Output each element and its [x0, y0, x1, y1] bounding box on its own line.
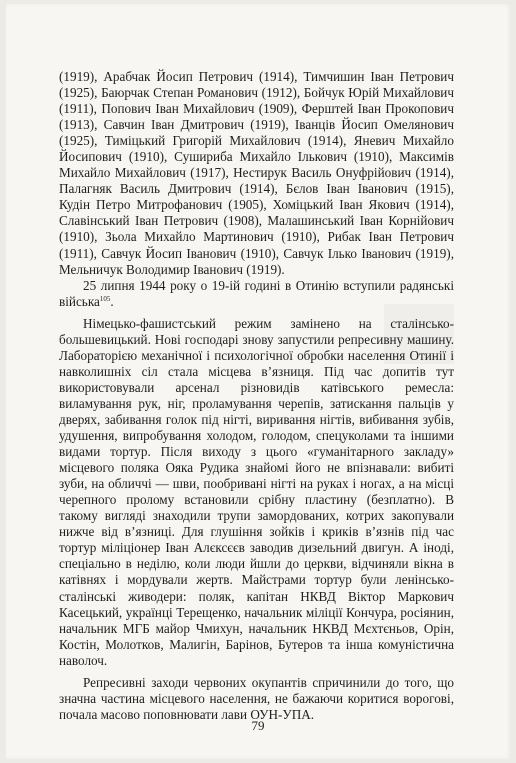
- paragraph-repressive-regime: Німецько-фашистський режим замінено на сталінсько-большевицький. Нові господарі знову запустили репресивну машину. Лабораторією механічної і психологічної обробки населення Отинії і навколишніх сіл стала місцева в’язниця. Під час допитів тут використовували арсенал різновидів катівського ремесла: виламування рук, ніг, проламування черепів, затискання пальців у дверях, забивання голок під нігті, виривання нігтів, вибивання зубів, удушення, випробування холодом, голодом, спецуколами та іншими видами тортур. Після виходу з цього «гуманітарного закладу» місцевого поляка Ояка Рудика знайомі його не впізнавали: вибиті зуби, на обличчі — шви, пообривані нігті на руках і ногах, а на місці черепного пролому встановили срібну пластину (безплатно). В такому вигляді знаходили трупи замордованих, котрих закопували нижче від в’язниці. Для глушіння зойків і криків в’язнів під час тортур міліціонер Іван Алєксєєв заводив дизельний двигун. А іноді, спеціально в неділю, коли люди йшли до церкви, відчиняли вікна в катівнях і мордували жертв. Майстрами тортур були ленінсько-сталінські живодери: поляк, капітан НКВД Віктор Маркович Касецький, українці Терещенко, начальник міліції Кончура, росіянин, начальник МГБ майор Чмихун, начальник НКВД Мєхтєньов, Орін, Костін, Молотков, Малигін, Барінов, Бутеров та інша комуністична наволоч.: [59, 315, 454, 668]
- paragraph-name-list: (1919), Арабчак Йосип Петрович (1914), Тимчишин Іван Петрович (1925), Баюрчак Степан Романович (1912), Бойчук Юрій Михайлович (1911), Попович Іван Михайлович (1909), Ферштей Іван Прокопович (1913), Савчин Іван Дмитрович (1919), Іванців Йосип Омелянович (1925), Тиміцький Григорій Михайлович (1914), Яневич Михайло Йосипович (1910), Сушириба Михайло Ількович (1910), Максимів Михайло Михайлович (1917), Нестирук Василь Онуфрійович (1914), Палагняк Василь Дмитрович (1914), Бєлов Іван Іванович (1915), Кудін Петро Митрофанович (1905), Хоміцький Іван Якович (1914), Славінський Іван Петрович (1908), Малашинський Іван Корнійович (1910), Зьола Михайло Мартинович (1910), Рибак Іван Петрович (1911), Савчук Йосип Іванович (1910), Савчук Ілько Іванович (1919), Мельничук Володимир Іванович (1919).: [59, 69, 454, 277]
- paragraph-soviet-arrival-text: 25 липня 1944 року о 19-ій годині в Отинію вступили радянські війська: [59, 277, 454, 309]
- page-number: 79: [251, 718, 265, 733]
- paragraph-soviet-arrival-end: .: [110, 293, 114, 309]
- footnote-reference[interactable]: 105: [99, 294, 111, 303]
- paragraph-soviet-arrival: [59, 278, 454, 310]
- body-text: [59, 69, 454, 723]
- paragraph-oun-upa: Репресивні заходи червоних окупантів спричинили до того, що значна частина місцевого населення, не бажаючи коритися ворогові, почала масово поповнювати лави ОУН-УПА.: [59, 674, 454, 722]
